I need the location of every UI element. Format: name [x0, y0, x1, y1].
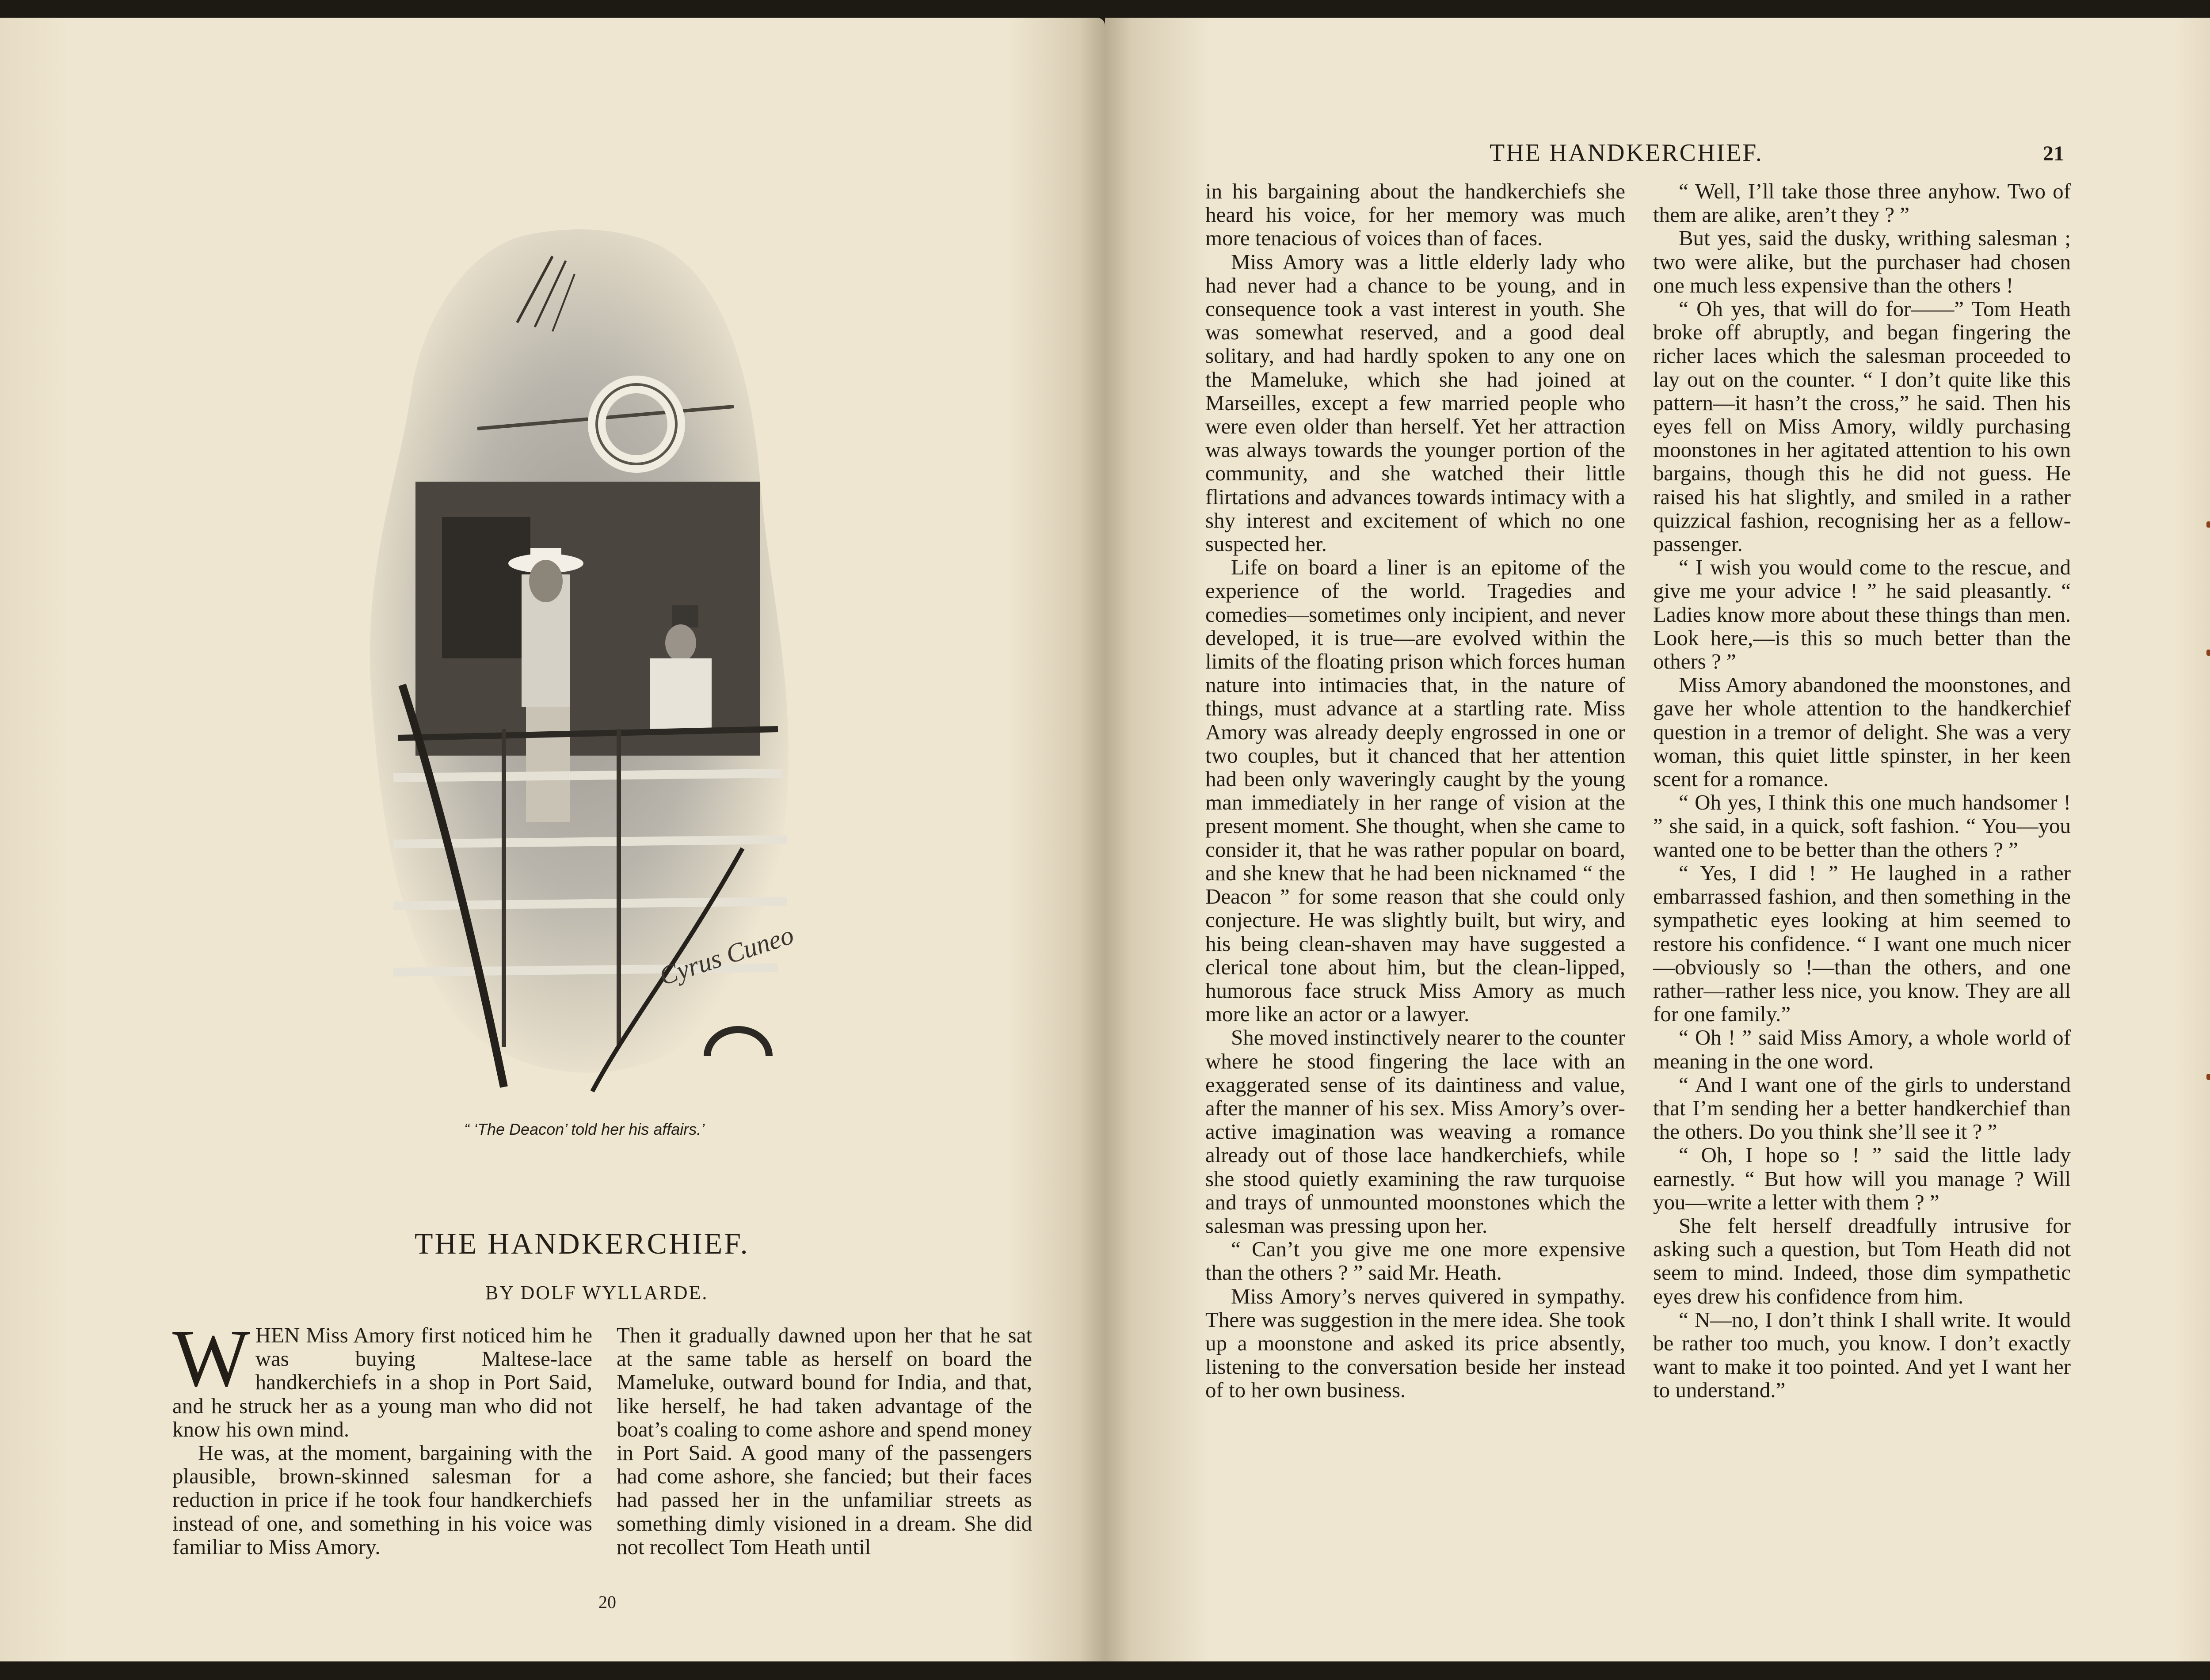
paragraph: “ N—no, I don’t think I shall write. It would be rather too much, you know. I don’t exactly want to make it too pointed. And yet I want her to understand.”: [1653, 1307, 2071, 1403]
article-title: THE HANDKERCHIEF.: [415, 1227, 750, 1260]
right-column-2: [1653, 179, 2071, 1402]
left-page: [0, 18, 1105, 1661]
page-number-right: 21: [2043, 142, 2064, 165]
paragraph: “ Can’t you give me one more expensive than the others ? ” said Mr. Heath.: [1205, 1237, 1625, 1285]
paragraph: “ Oh ! ” said Miss Amory, a whole world of meaning in the one word.: [1653, 1025, 2071, 1073]
right-column-1: [1205, 179, 1625, 1402]
drop-cap: W: [172, 1313, 250, 1404]
paragraph: “ Oh yes, I think this one much handsomer ! ” she said, in a quick, soft fashion. “ You—you wanted one to be better than the others ? ”: [1653, 790, 2071, 862]
paragraph: “ And I want one of the girls to understand that I’m sending her a better handkerchief than the others. Do you think she’ll see it ? ”: [1653, 1072, 2071, 1144]
opening-paragraph: HEN Miss Amory first noticed him he was buying Maltese-lace handkerchiefs in a shop in Port Said, and he struck her as a young man who did not know his own mind.: [172, 1323, 592, 1441]
paragraph: in his bargaining about the handkerchiefs she heard his voice, for her memory was much more tenacious of voices than of faces.: [1205, 179, 1625, 251]
paragraph: “ Oh yes, that will do for——” Tom Heath broke off abruptly, and began fingering the richer laces which the salesman proceeded to lay out on the counter. “ I don’t quite like this pattern—it hasn’t the cross,” he said. Then his eyes fell on Miss Amory, wildly purchasing moonstones in her agitated attention to his own bargains, though this he did not guess. He raised his hat slightly, and smiled in a rather quizzical fashion, recognising her as a fellow-passenger.: [1653, 296, 2071, 556]
paragraph: Life on board a liner is an epitome of the experience of the world. Tragedies and comedies—sometimes only incipient, and never developed, it is true—are evolved within the limits of the floating prison which forces human nature into intimacies that, in the nature of things, must advance at a startling rate. Miss Amory was already deeply engrossed in one or two couples, but it chanced that her attention had been only waveringly caught by the young man immediately in her range of vision at the present moment. She thought, when she came to consider it, that he was rather popular on board, and she knew that he had been nicknamed “ the Deacon ” for some reason that she could only conjecture. He was slightly built, but wiry, and his being clean-shaven may have suggested a clerical tone about him, but the clean-lipped, humorous face struck Miss Amory as much more like an actor or a lawyer.: [1205, 555, 1625, 1026]
paragraph: “ I wish you would come to the rescue, and give me your advice ! ” he said pleasantly. “ Ladies know more about these things than men. Look here,—is this so much better than the others ? ”: [1653, 555, 2071, 674]
running-title: THE HANDKERCHIEF.: [1490, 139, 1763, 167]
paragraph: “ Yes, I did ! ” He laughed in a rather embarrassed fashion, and then something in the sympathetic eyes looking at him seemed to restore his confidence. “ I want one much nicer—obviously so !—than the others, and one rather—rather less nice, you know. They are all for one family.”: [1653, 860, 2071, 1026]
paragraph: Miss Amory was a little elderly lady who had never had a chance to be young, and in consequence took a vast interest in youth. She was somewhat reserved, and a good deal solitary, and had hardly spoken to any one on the Mameluke, which she had joined at Marseilles, except a few married people who were even older than herself. Yet her attraction was always towards the younger portion of the community, and she watched their little flirtations and advances towards intimacy with a shy interest and excitement of which no one suspected her.: [1205, 249, 1625, 556]
byline: BY DOLF WYLLARDE.: [485, 1282, 709, 1304]
paragraph: Then it gradually dawned upon her that he sat at the same table as herself on board the Mameluke, outward bound for India, and that, like herself, he had taken advantage of the boat’s coaling to come ashore and spend money in Port Said. A good many of the passengers had come ashore, she fancied; but their faces had passed her in the unfamiliar streets as something dimly visioned in a dream. She did not recollect Tom Heath until: [617, 1323, 1032, 1559]
artist-signature: Cyrus Cuneo: [655, 920, 797, 991]
illustration-caption: “ ‘The Deacon’ told her his affairs.’: [464, 1120, 705, 1138]
left-column-1: [172, 1313, 592, 1559]
binding-thread: [2206, 1074, 2210, 1080]
paragraph: Miss Amory abandoned the moonstones, and gave her whole attention to the handkerchief question in a tremor of delight. She was a very woman, this quiet little spinster, in her keen scent for a romance.: [1653, 673, 2071, 791]
binding-thread: [2206, 521, 2210, 528]
paragraph: “ Oh, I hope so ! ” said the little lady earnestly. “ But how will you manage ? Will you—write a letter with them ? ”: [1653, 1143, 2071, 1214]
page-number-left: 20: [598, 1592, 616, 1612]
paragraph: She felt herself dreadfully intrusive for asking such a question, but Tom Heath did not seem to mind. Indeed, those dim sympathetic eyes drew his confidence from him.: [1653, 1213, 2071, 1308]
ship-deck-illustration: [345, 208, 813, 1105]
paragraph: But yes, said the dusky, writhing salesman ; two were alike, but the purchaser had chosen one much less expensive than the others !: [1653, 226, 2071, 297]
paragraph: He was, at the moment, bargaining with the plausible, brown-skinned salesman for a reduction in price if he took four handkerchiefs instead of one, and something in his voice was familiar to Miss Amory.: [172, 1441, 592, 1559]
binding-thread: [2206, 650, 2210, 656]
paragraph: She moved instinctively nearer to the counter where he stood fingering the lace with an exaggerated sense of its daintiness and value, after the manner of his sex. Miss Amory’s over-active imagination was weaving a romance already out of those lace handkerchiefs, while she stood quietly examining the raw turquoise and trays of unmounted moonstones which the salesman was pressing upon her.: [1205, 1025, 1625, 1238]
paragraph: “ Well, I’ll take those three anyhow. Two of them are alike, aren’t they ? ”: [1653, 179, 2071, 227]
right-page: [1105, 18, 2210, 1661]
paragraph: Miss Amory’s nerves quivered in sympathy. There was suggestion in the mere idea. She took up a moonstone and asked its price absently, listening to the conversation beside her instead of to her own business.: [1205, 1284, 1625, 1403]
left-column-2: [617, 1323, 1032, 1558]
